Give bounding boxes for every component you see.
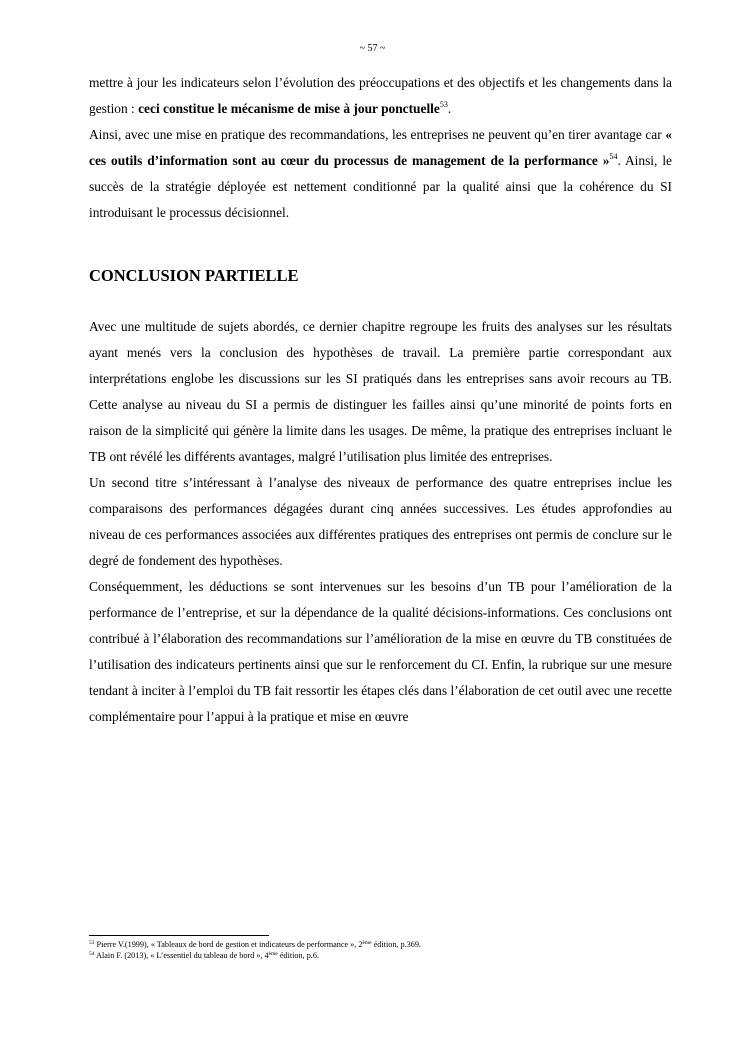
intro-p1-text: mettre à jour les indicateurs selon l’évolution des préoccupations et des objectifs et les changements dans la gestion : [89, 75, 672, 116]
footnote-54: $^{54}$ Alain F. (2013), « L’essentiel du tableau de bord », 4ème édition, p.6. [89, 951, 319, 960]
section-heading: CONCLUSION PARTIELLE [89, 266, 299, 285]
conclusion-paragraph-1: Avec une multitude de sujets abordés, ce dernier chapitre regroupe les fruits des analyses sur les résultats ayant menés vers la conclusion des hypothèses de travail. La première partie correspondant aux interprétations englobe les discussions sur les SI pratiqués dans les entreprises sans avoir recours au TB. Cette analyse au niveau du SI a permis de distinguer les failles ainsi qu’une minorité de points forts en raison de la simplicité qui génère la limite dans les usages. De même, la pratique des entreprises incluant le TB ont révélé les différents avantages, malgré l’utilisation plus limitée des entreprises. [89, 319, 672, 464]
intro-p1-end: . [447, 101, 452, 116]
intro-paragraph-2 [89, 122, 672, 226]
intro-paragraph-1 [89, 70, 672, 122]
conclusion-section [89, 314, 672, 730]
intro-p2-text: Ainsi, avec une mise en pratique des recommandations, les entreprises ne peuvent qu’en tirer avantage car [89, 127, 666, 142]
intro-p2-bold: « ces outils d’information sont au cœur du processus de management de la performance » [89, 127, 672, 168]
footnote-53: $^{53}$ Pierre V.(1999), « Tableaux de bord de gestion et indicateurs de performance », 2ème édition, p.369. [89, 940, 421, 949]
page-number: ~ 57 ~ [359, 43, 386, 54]
footnote-ref-54: 54 [609, 152, 618, 161]
intro-p2-end: . Ainsi, le succès de la stratégie déployée est nettement conditionné par la qualité ainsi que la cohérence du SI introduisant le processus décisionnel. [89, 153, 672, 220]
footnote-ref-53: 53 [439, 100, 448, 109]
footnotes [89, 939, 672, 961]
intro-section [89, 70, 672, 226]
conclusion-paragraph-2: Un second titre s’intéressant à l’analyse des niveaux de performance des quatre entreprises inclue les comparaisons des performances dégagées durant cinq années successives. Les études approfondies au niveau de ces performances associées aux différentes pratiques des entreprises ont permis de conclure sur le degré de fondement des hypothèses. [89, 475, 672, 568]
intro-p1-bold: ceci constitue le mécanisme de mise à jour ponctuelle [138, 101, 440, 116]
footnote-divider [89, 935, 269, 936]
conclusion-paragraph-3: Conséquemment, les déductions se sont intervenues sur les besoins d’un TB pour l’amélioration de la performance de l’entreprise, et sur la dépendance de la qualité décisions-informations. Ces conclusions ont contribué à l’élaboration des recommandations sur l’amélioration de la mise en œuvre du TB constituées de l’utilisation des indicateurs pertinents ainsi que sur le renforcement du CI. Enfin, la rubrique sur une mesure tendant à inciter à l’emploi du TB fait ressortir les étapes clés dans l’élaboration de cet outil avec une recette complémentaire pour l’appui à la pratique et mise en œuvre [89, 579, 672, 724]
